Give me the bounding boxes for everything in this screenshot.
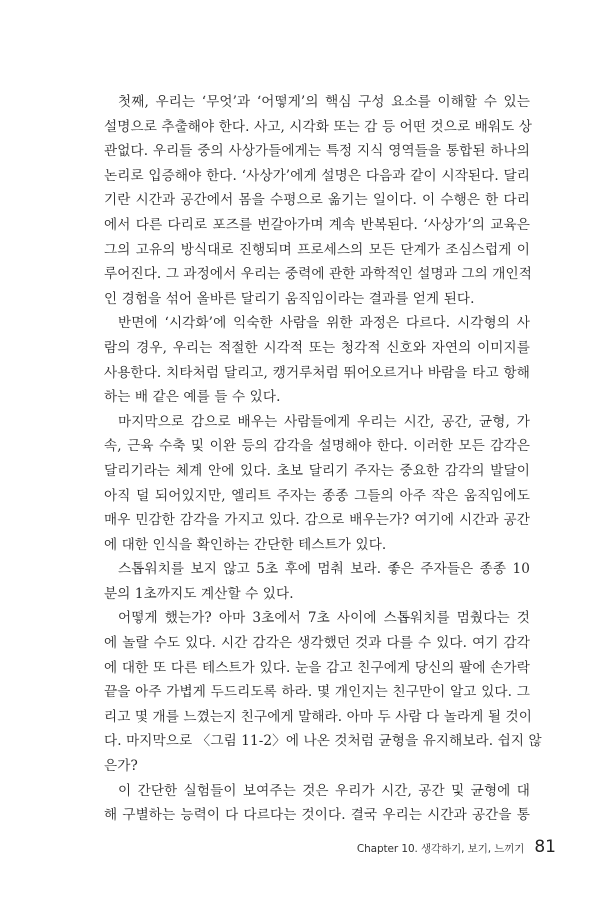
text-line: 반면에 ‘시각화’에 익숙한 사람을 위한 과정은 다르다. 시각형의 사 xyxy=(118,315,530,332)
text-line: 설명으로 추출해야 한다. 사고, 시각화 또는 감 등 어떤 것으로 배워도 상 xyxy=(104,118,532,135)
text-line: 리고 몇 개를 느꼈는지 친구에게 말해라. 아마 두 사람 다 놀라게 될 것이 xyxy=(104,708,532,725)
page-footer xyxy=(357,837,556,857)
text-line: 람의 경우, 우리는 적절한 시각적 또는 청각적 신호와 자연의 이미지를 xyxy=(104,339,530,356)
text-line: 속, 근육 수축 및 이완 등의 감각을 설명해야 한다. 이러한 모든 감각은 xyxy=(104,438,530,455)
text-line: 마지막으로 감으로 배우는 사람들에게 우리는 시간, 공간, 균형, 가 xyxy=(118,413,530,430)
paragraph-2 xyxy=(104,311,530,409)
text-line: 이 간단한 실험들이 보여주는 것은 우리가 시간, 공간 및 균형에 대 xyxy=(118,782,530,799)
text-line: 기란 시간과 공간에서 몸을 수평으로 옮기는 일이다. 이 수행은 한 다리 xyxy=(104,192,530,209)
page-number: 81 xyxy=(534,837,556,857)
text-line: 루어진다. 그 과정에서 우리는 중력에 관한 과학적인 설명과 그의 개인적 xyxy=(104,266,532,283)
text-line: 에 놀랄 수도 있다. 시간 감각은 생각했던 것과 다를 수 있다. 여기 감각 xyxy=(104,635,530,652)
text-line: 끝을 아주 가볍게 두드리도록 하라. 몇 개인지는 친구만이 알고 있다. 그 xyxy=(104,684,530,701)
text-line: 아직 덜 되어있지만, 엘리트 주자는 종종 그들의 아주 작은 움직임에도 xyxy=(104,487,530,504)
text-line: 에 대한 또 다른 테스트가 있다. 눈을 감고 친구에게 당신의 팔에 손가락 xyxy=(104,659,530,676)
paragraph-6 xyxy=(104,779,530,828)
text-line: 그의 고유의 방식대로 진행되며 프로세스의 모든 단계가 조심스럽게 이 xyxy=(104,241,530,258)
text-line: 에 대한 인식을 확인하는 간단한 테스트가 있다. xyxy=(104,536,387,553)
paragraph-5 xyxy=(104,606,542,778)
chapter-title: Chapter 10. 생각하기, 보기, 느끼기 xyxy=(356,843,525,855)
text-line: 사용한다. 치타처럼 달리고, 캥거루처럼 뛰어오르거나 바람을 타고 항해 xyxy=(104,364,530,381)
text-line: 논리로 입증해야 한다. ‘사상가’에게 설명은 다음과 같이 시작된다. 달리 xyxy=(104,167,530,184)
body-text xyxy=(104,90,542,828)
text-line: 분의 1초까지도 계산할 수 있다. xyxy=(104,585,294,602)
text-line: 달리기라는 체계 안에 있다. 초보 달리기 주자는 중요한 감각의 발달이 xyxy=(104,462,530,479)
text-line: 스톱워치를 보지 않고 5초 후에 멈춰 보라. 좋은 주자들은 종종 10 xyxy=(118,561,530,578)
paragraph-3 xyxy=(104,410,530,558)
text-line: 어떻게 했는가? 아마 3초에서 7초 사이에 스톱워치를 멈췄다는 것 xyxy=(118,610,530,627)
text-line: 인 경험을 섞어 올바른 달리기 움직임이라는 결과를 얻게 된다. xyxy=(104,290,475,307)
text-line: 하는 배 같은 예를 들 수 있다. xyxy=(104,389,281,406)
text-line: 관없다. 우리들 중의 사상가들에게는 특정 지식 영역들을 통합된 하나의 xyxy=(104,143,530,160)
text-line: 에서 다른 다리로 포즈를 번갈아가며 계속 반복된다. ‘사상가’의 교육은 xyxy=(104,216,530,233)
text-line: 다. 마지막으로 〈그림 11-2〉에 나온 것처럼 균형을 유지해보라. 쉽지 않 xyxy=(104,733,542,750)
text-line: 매우 민감한 감각을 가지고 있다. 감으로 배우는가? 여기에 시간과 공간 xyxy=(104,512,530,529)
paragraph-4 xyxy=(104,557,530,606)
text-line: 해 구별하는 능력이 다 다르다는 것이다. 결국 우리는 시간과 공간을 통 xyxy=(104,807,530,824)
text-line: 은가? xyxy=(104,758,138,775)
paragraph-1 xyxy=(104,90,530,311)
text-line: 첫째, 우리는 ‘무엇’과 ‘어떻게’의 핵심 구성 요소를 이해할 수 있는 xyxy=(118,94,530,110)
